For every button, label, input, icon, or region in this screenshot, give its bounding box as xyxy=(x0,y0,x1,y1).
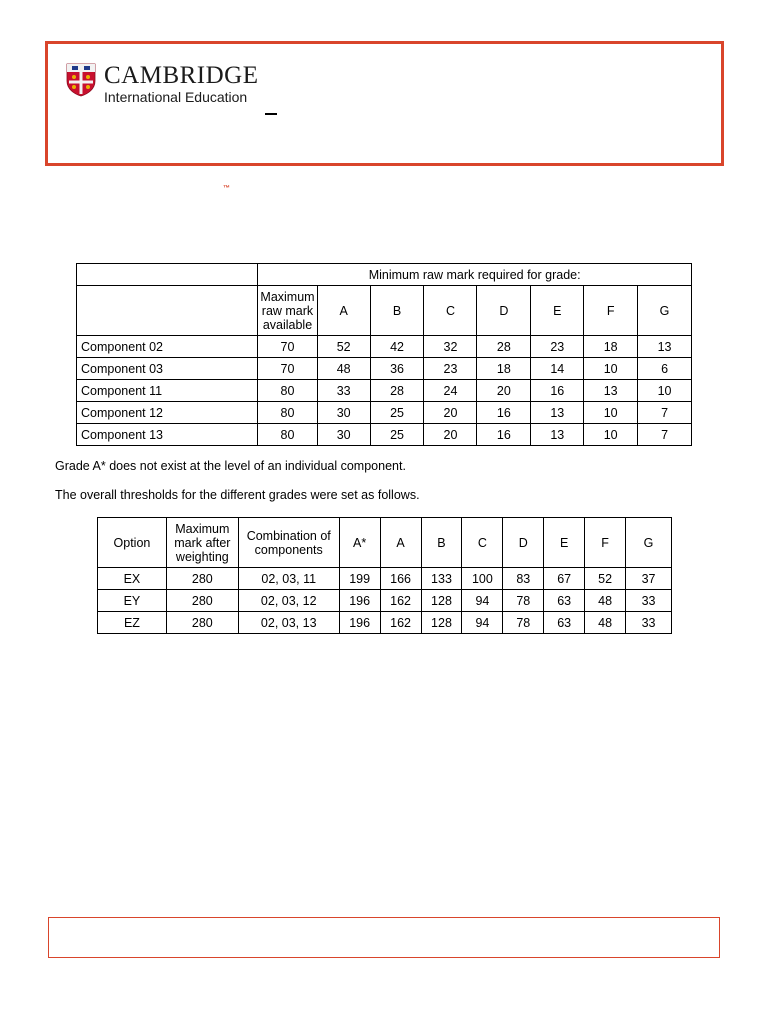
threshold-cell: 67 xyxy=(544,568,585,590)
threshold-cell: 33 xyxy=(626,590,672,612)
mark-cell: 14 xyxy=(531,358,584,380)
grade-header: A xyxy=(317,286,370,336)
mark-cell: 13 xyxy=(531,402,584,424)
mark-cell: 33 xyxy=(317,380,370,402)
option-code: EY xyxy=(98,590,167,612)
threshold-cell: 94 xyxy=(462,612,503,634)
component-name: Component 03 xyxy=(77,358,258,380)
option-thresholds-table xyxy=(97,517,672,634)
mark-cell: 28 xyxy=(370,380,424,402)
mark-cell: 10 xyxy=(584,402,638,424)
threshold-cell: 33 xyxy=(626,612,672,634)
threshold-cell: 37 xyxy=(626,568,672,590)
table-row xyxy=(77,358,692,380)
grade-header: G xyxy=(626,518,672,568)
trademark-symbol: ™ xyxy=(223,185,230,192)
mark-cell: 7 xyxy=(638,424,692,446)
max-weighted: 280 xyxy=(166,568,238,590)
threshold-cell: 63 xyxy=(544,590,585,612)
threshold-cell: 162 xyxy=(380,612,421,634)
threshold-cell: 48 xyxy=(585,612,626,634)
threshold-cell: 162 xyxy=(380,590,421,612)
mark-cell: 30 xyxy=(317,402,370,424)
option-code: EZ xyxy=(98,612,167,634)
grade-header: G xyxy=(638,286,692,336)
grade-header: B xyxy=(370,286,424,336)
mark-cell: 20 xyxy=(424,424,477,446)
threshold-cell: 78 xyxy=(503,590,544,612)
grade-header: A xyxy=(380,518,421,568)
threshold-cell: 83 xyxy=(503,568,544,590)
mark-cell: 25 xyxy=(370,402,424,424)
brand-name: CAMBRIDGE xyxy=(104,62,259,89)
crest-icon xyxy=(66,63,96,97)
max-weighted: 280 xyxy=(166,590,238,612)
threshold-cell: 48 xyxy=(585,590,626,612)
combination: 02, 03, 13 xyxy=(238,612,339,634)
threshold-cell: 94 xyxy=(462,590,503,612)
mark-cell: 10 xyxy=(584,424,638,446)
mark-cell: 32 xyxy=(424,336,477,358)
grade-header: D xyxy=(503,518,544,568)
grade-header: C xyxy=(424,286,477,336)
max-mark: 80 xyxy=(258,402,317,424)
mark-cell: 13 xyxy=(584,380,638,402)
option-header: Option xyxy=(98,518,167,568)
mark-cell: 36 xyxy=(370,358,424,380)
mark-cell: 20 xyxy=(424,402,477,424)
mark-cell: 7 xyxy=(638,402,692,424)
combination: 02, 03, 12 xyxy=(238,590,339,612)
component-thresholds-table xyxy=(76,263,692,446)
grade-header: E xyxy=(531,286,584,336)
grade-header: F xyxy=(584,286,638,336)
brand-subtitle: International Education xyxy=(104,89,248,105)
max-mark: 80 xyxy=(258,424,317,446)
mark-cell: 42 xyxy=(370,336,424,358)
grade-header: C xyxy=(462,518,503,568)
threshold-cell: 128 xyxy=(421,590,462,612)
title-dash xyxy=(265,113,277,115)
overall-note: The overall thresholds for the different grades were set as follows. xyxy=(55,488,420,502)
table-row xyxy=(77,336,692,358)
mark-cell: 13 xyxy=(638,336,692,358)
max-mark: 70 xyxy=(258,336,317,358)
threshold-cell: 196 xyxy=(339,612,380,634)
mark-cell: 52 xyxy=(317,336,370,358)
threshold-cell: 78 xyxy=(503,612,544,634)
cambridge-logo xyxy=(66,63,259,106)
grade-header: D xyxy=(477,286,531,336)
max-raw-header: Maximum raw mark available xyxy=(258,286,317,336)
grade-header: B xyxy=(421,518,462,568)
group-header: Minimum raw mark required for grade: xyxy=(258,264,692,286)
max-mark: 80 xyxy=(258,380,317,402)
mark-cell: 18 xyxy=(477,358,531,380)
header-row xyxy=(98,518,672,568)
header-blank xyxy=(77,286,258,336)
table-row xyxy=(98,612,672,634)
max-weighted-header: Maximum mark after weighting xyxy=(166,518,238,568)
mark-cell: 6 xyxy=(638,358,692,380)
threshold-cell: 196 xyxy=(339,590,380,612)
option-code: EX xyxy=(98,568,167,590)
max-weighted: 280 xyxy=(166,612,238,634)
corner-cell xyxy=(77,264,258,286)
mark-cell: 48 xyxy=(317,358,370,380)
threshold-cell: 63 xyxy=(544,612,585,634)
component-name: Component 11 xyxy=(77,380,258,402)
component-name: Component 13 xyxy=(77,424,258,446)
mark-cell: 23 xyxy=(531,336,584,358)
header-box xyxy=(45,41,724,166)
mark-cell: 28 xyxy=(477,336,531,358)
mark-cell: 10 xyxy=(584,358,638,380)
footer-box xyxy=(48,917,720,958)
combination: 02, 03, 11 xyxy=(238,568,339,590)
grade-header: E xyxy=(544,518,585,568)
threshold-cell: 100 xyxy=(462,568,503,590)
astar-note: Grade A* does not exist at the level of an individual component. xyxy=(55,459,406,473)
mark-cell: 25 xyxy=(370,424,424,446)
mark-cell: 16 xyxy=(531,380,584,402)
mark-cell: 16 xyxy=(477,424,531,446)
mark-cell: 10 xyxy=(638,380,692,402)
mark-cell: 16 xyxy=(477,402,531,424)
grade-header: A* xyxy=(339,518,380,568)
mark-cell: 30 xyxy=(317,424,370,446)
mark-cell: 23 xyxy=(424,358,477,380)
threshold-cell: 199 xyxy=(339,568,380,590)
mark-cell: 24 xyxy=(424,380,477,402)
mark-cell: 13 xyxy=(531,424,584,446)
table-row xyxy=(98,568,672,590)
component-name: Component 12 xyxy=(77,402,258,424)
table-row xyxy=(98,590,672,612)
table-row xyxy=(77,380,692,402)
grade-header: F xyxy=(585,518,626,568)
table-row xyxy=(77,402,692,424)
threshold-cell: 133 xyxy=(421,568,462,590)
combination-header: Combination of components xyxy=(238,518,339,568)
threshold-cell: 52 xyxy=(585,568,626,590)
mark-cell: 18 xyxy=(584,336,638,358)
threshold-cell: 166 xyxy=(380,568,421,590)
threshold-cell: 128 xyxy=(421,612,462,634)
mark-cell: 20 xyxy=(477,380,531,402)
table-row xyxy=(77,424,692,446)
component-name: Component 02 xyxy=(77,336,258,358)
max-mark: 70 xyxy=(258,358,317,380)
